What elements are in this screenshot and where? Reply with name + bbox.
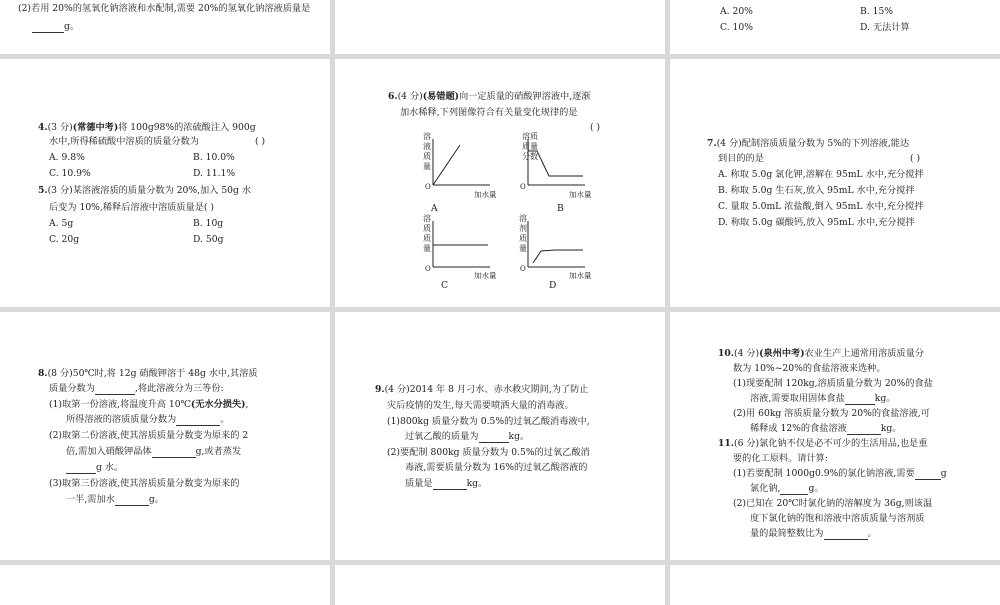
- graph-b-label: B: [557, 203, 564, 214]
- q10-line4: 溶液,需要取用固体食盐 kg。: [750, 393, 896, 404]
- q10-line6: 稀释成 12%的食盐溶液 kg。: [750, 423, 902, 434]
- q8-line6: 倍,需加入硝酸钾晶体 g,或者蒸发: [66, 446, 242, 457]
- q9-line1: 9.(4 分)2014 年 8 月刁水、赤水救灾期间,为了防止: [375, 384, 589, 395]
- q5-line1: 5.(3 分)某溶液溶质的质量分数为 20%,加入 50g 水: [38, 185, 252, 196]
- graph-d-ylabel-3: 质: [519, 234, 527, 243]
- graph-c: [430, 219, 492, 271]
- graph-d-origin: O: [520, 265, 526, 273]
- answer-blank[interactable]: [176, 415, 220, 426]
- graph-c-ylabel-1: 溶: [423, 214, 431, 223]
- q3-part2-line2: g。: [32, 20, 79, 33]
- graph-a-xlabel: 加水量: [474, 190, 497, 199]
- answer-blank[interactable]: [66, 463, 96, 474]
- option-c: C. 10%: [720, 22, 753, 33]
- q11-line4: 氯化钠, g。: [750, 483, 824, 494]
- q7-option-c: C. 量取 5.0mL 浓盐酸,倒入 95mL 水中,充分搅拌: [718, 201, 924, 212]
- q10-line5: (2)用 60kg 溶质质量分数为 20%的食盐溶液,可: [733, 408, 930, 419]
- q6-line2: 加水稀释,下列图像符合有关量变化规律的是: [400, 107, 578, 118]
- q4-option-b: B. 10.0%: [193, 152, 235, 163]
- answer-blank[interactable]: [95, 384, 135, 395]
- answer-blank[interactable]: [115, 495, 149, 506]
- graph-b-ylabel-3: 分数: [522, 152, 538, 161]
- graph-c-ylabel-3: 质: [423, 234, 431, 243]
- q7-line1: 7.(4 分)配制溶质质量分数为 5%的下列溶液,能达: [707, 138, 910, 149]
- q7-option-a: A. 称取 5.0g 氯化钾,溶解在 95mL 水中,充分搅拌: [718, 169, 924, 180]
- graph-c-origin: O: [425, 265, 431, 273]
- q9-line4: 过氧乙酸的质量为 kg。: [405, 431, 530, 442]
- graph-d-ylabel-4: 量: [519, 244, 527, 253]
- graph-a-ylabel-1: 溶: [423, 132, 431, 141]
- answer-blank[interactable]: [433, 479, 467, 490]
- panel-q7: [670, 59, 1000, 307]
- q8-line9: 一半,需加水 g。: [66, 494, 164, 505]
- q8-line3: (1)取第一份溶液,将温度升高 10℃(无水分损失),: [49, 399, 249, 410]
- graph-b-ylabel-1: 溶质: [522, 132, 538, 141]
- graph-d: [525, 219, 587, 271]
- q8-line4: 所得溶液的溶质质量分数为 。: [66, 414, 230, 425]
- q5-option-c: C. 20g: [49, 234, 80, 245]
- q7-line2: 到目的的是: [718, 153, 764, 164]
- answer-blank[interactable]: [152, 447, 196, 458]
- q4-line1: 4.(3 分)(常德中考)将 100g98%的浓硫酸注入 900g: [38, 122, 256, 133]
- q6-line1: 6.(4 分)(易错题)向一定质量的硝酸钾溶液中,逐渐: [388, 91, 591, 102]
- graph-c-ylabel-4: 量: [423, 244, 431, 253]
- q10-line1: 10.(4 分)(泉州中考)农业生产上通常用溶质质量分: [718, 348, 924, 359]
- graph-d-xlabel: 加水量: [569, 271, 592, 280]
- q10-line2: 数为 10%~20%的食盐溶液来选种。: [733, 363, 886, 374]
- q11-line3: (1)若要配制 1000g0.9%的氯化钠溶液,需要 g: [733, 468, 947, 479]
- q5-line2: 后变为 10%,稀释后溶液中溶质质量是( ): [49, 202, 214, 213]
- graph-c-label: C: [441, 280, 449, 291]
- graph-d-label: D: [549, 280, 557, 291]
- panel-bottom-right: [670, 565, 1000, 605]
- option-d: D. 无法计算: [860, 22, 910, 33]
- answer-blank[interactable]: [845, 394, 875, 405]
- graph-c-xlabel: 加水量: [474, 271, 497, 280]
- q11-line7: 量的最简整数比为 。: [750, 528, 877, 539]
- q4-option-c: C. 10.9%: [49, 168, 91, 179]
- q5-option-b: B. 10g: [193, 218, 224, 229]
- q4-option-a: A. 9.8%: [49, 152, 85, 163]
- q4-answer-bracket[interactable]: ( ): [255, 136, 266, 147]
- q11-line1: 11.(6 分)氯化钠不仅是必不可少的生活用品,也是重: [718, 438, 928, 449]
- answer-blank[interactable]: [824, 529, 868, 540]
- graph-a-origin: O: [425, 183, 431, 191]
- q7-answer-bracket[interactable]: ( ): [910, 153, 921, 164]
- graph-d-ylabel-1: 溶: [519, 214, 527, 223]
- graph-a-ylabel-4: 量: [423, 162, 431, 171]
- panel-top-right: [670, 0, 1000, 54]
- graph-b-ylabel-2: 质量: [522, 142, 538, 151]
- answer-blank[interactable]: [32, 22, 64, 33]
- q9-line5: (2)要配制 800kg 质量分数为 0.5%的过氧乙酸消: [387, 447, 590, 458]
- q5-option-a: A. 5g: [49, 218, 74, 229]
- graph-b-xlabel: 加水量: [569, 190, 592, 199]
- panel-top-middle: [335, 0, 665, 54]
- q11-line6: 度下氯化钠的饱和溶液中溶质质量与溶剂质: [750, 513, 925, 524]
- q4-option-d: D. 11.1%: [193, 168, 236, 179]
- graph-c-ylabel-2: 质: [423, 224, 431, 233]
- graph-b-origin: O: [520, 183, 526, 191]
- panel-q10-q11: [670, 312, 1000, 560]
- answer-blank[interactable]: [780, 484, 808, 495]
- q10-line3: (1)现要配制 120kg,溶质质量分数为 20%的食盐: [733, 378, 933, 389]
- answer-blank[interactable]: [847, 424, 881, 435]
- option-a: A. 20%: [720, 6, 753, 17]
- q8-line7: g 水。: [66, 461, 123, 474]
- q7-option-b: B. 称取 5.0g 生石灰,放入 95mL 水中,充分搅拌: [718, 185, 915, 196]
- option-b: B. 15%: [860, 6, 894, 17]
- panel-top-left: [0, 0, 330, 54]
- q9-line2: 灾后疫情的发生,每天需要喷洒大量的消毒液。: [387, 400, 574, 411]
- q4-line2: 水中,所得稀硫酸中溶质的质量分数为: [49, 136, 199, 147]
- q8-line5: (2)取第二份溶液,使其溶质质量分数变为原来的 2: [49, 430, 249, 441]
- q5-option-d: D. 50g: [193, 234, 224, 245]
- q9-line3: (1)800kg 质量分数为 0.5%的过氧乙酸消毒液中,: [387, 416, 590, 427]
- graph-a: [430, 137, 492, 189]
- q7-option-d: D. 称取 5.0g 碳酸钙,放入 95mL 水中,充分搅拌: [718, 217, 915, 228]
- panel-q4-q5: [0, 59, 330, 307]
- graph-a-ylabel-3: 质: [423, 152, 431, 161]
- panel-bottom-middle: [335, 565, 665, 605]
- answer-blank[interactable]: [915, 469, 941, 480]
- q8-line8: (3)取第三份溶液,使其溶质质量分数变为原来的: [49, 478, 240, 489]
- panel-q8: [0, 312, 330, 560]
- answer-blank[interactable]: [479, 432, 509, 443]
- q9-line7: 质量是 kg。: [405, 478, 488, 489]
- graph-a-ylabel-2: 液: [423, 142, 431, 151]
- q6-answer-bracket[interactable]: ( ): [590, 122, 601, 133]
- q11-line5: (2)已知在 20℃时氯化钠的溶解度为 36g,则该温: [733, 498, 933, 509]
- panel-bottom-left: [0, 565, 330, 605]
- panel-q6: [335, 59, 665, 307]
- q3-part2-line1: (2)若用 20%的氢氧化钠溶液和水配制,需要 20%的氢氧化钠溶液质量是: [18, 3, 311, 14]
- graph-d-ylabel-2: 剂: [519, 224, 527, 233]
- graph-a-label: A: [431, 203, 438, 214]
- q9-line6: 毒液,需要质量分数为 16%的过氧乙酸溶液的: [405, 462, 588, 473]
- q8-line1: 8.(8 分)50℃时,将 12g 硝酸钾溶于 48g 水中,其溶质: [38, 368, 258, 379]
- q11-line2: 要的化工原料。请计算:: [733, 453, 828, 464]
- q8-line2: 质量分数为 ,将此溶液分为三等份:: [49, 383, 224, 394]
- panel-q9: [335, 312, 665, 560]
